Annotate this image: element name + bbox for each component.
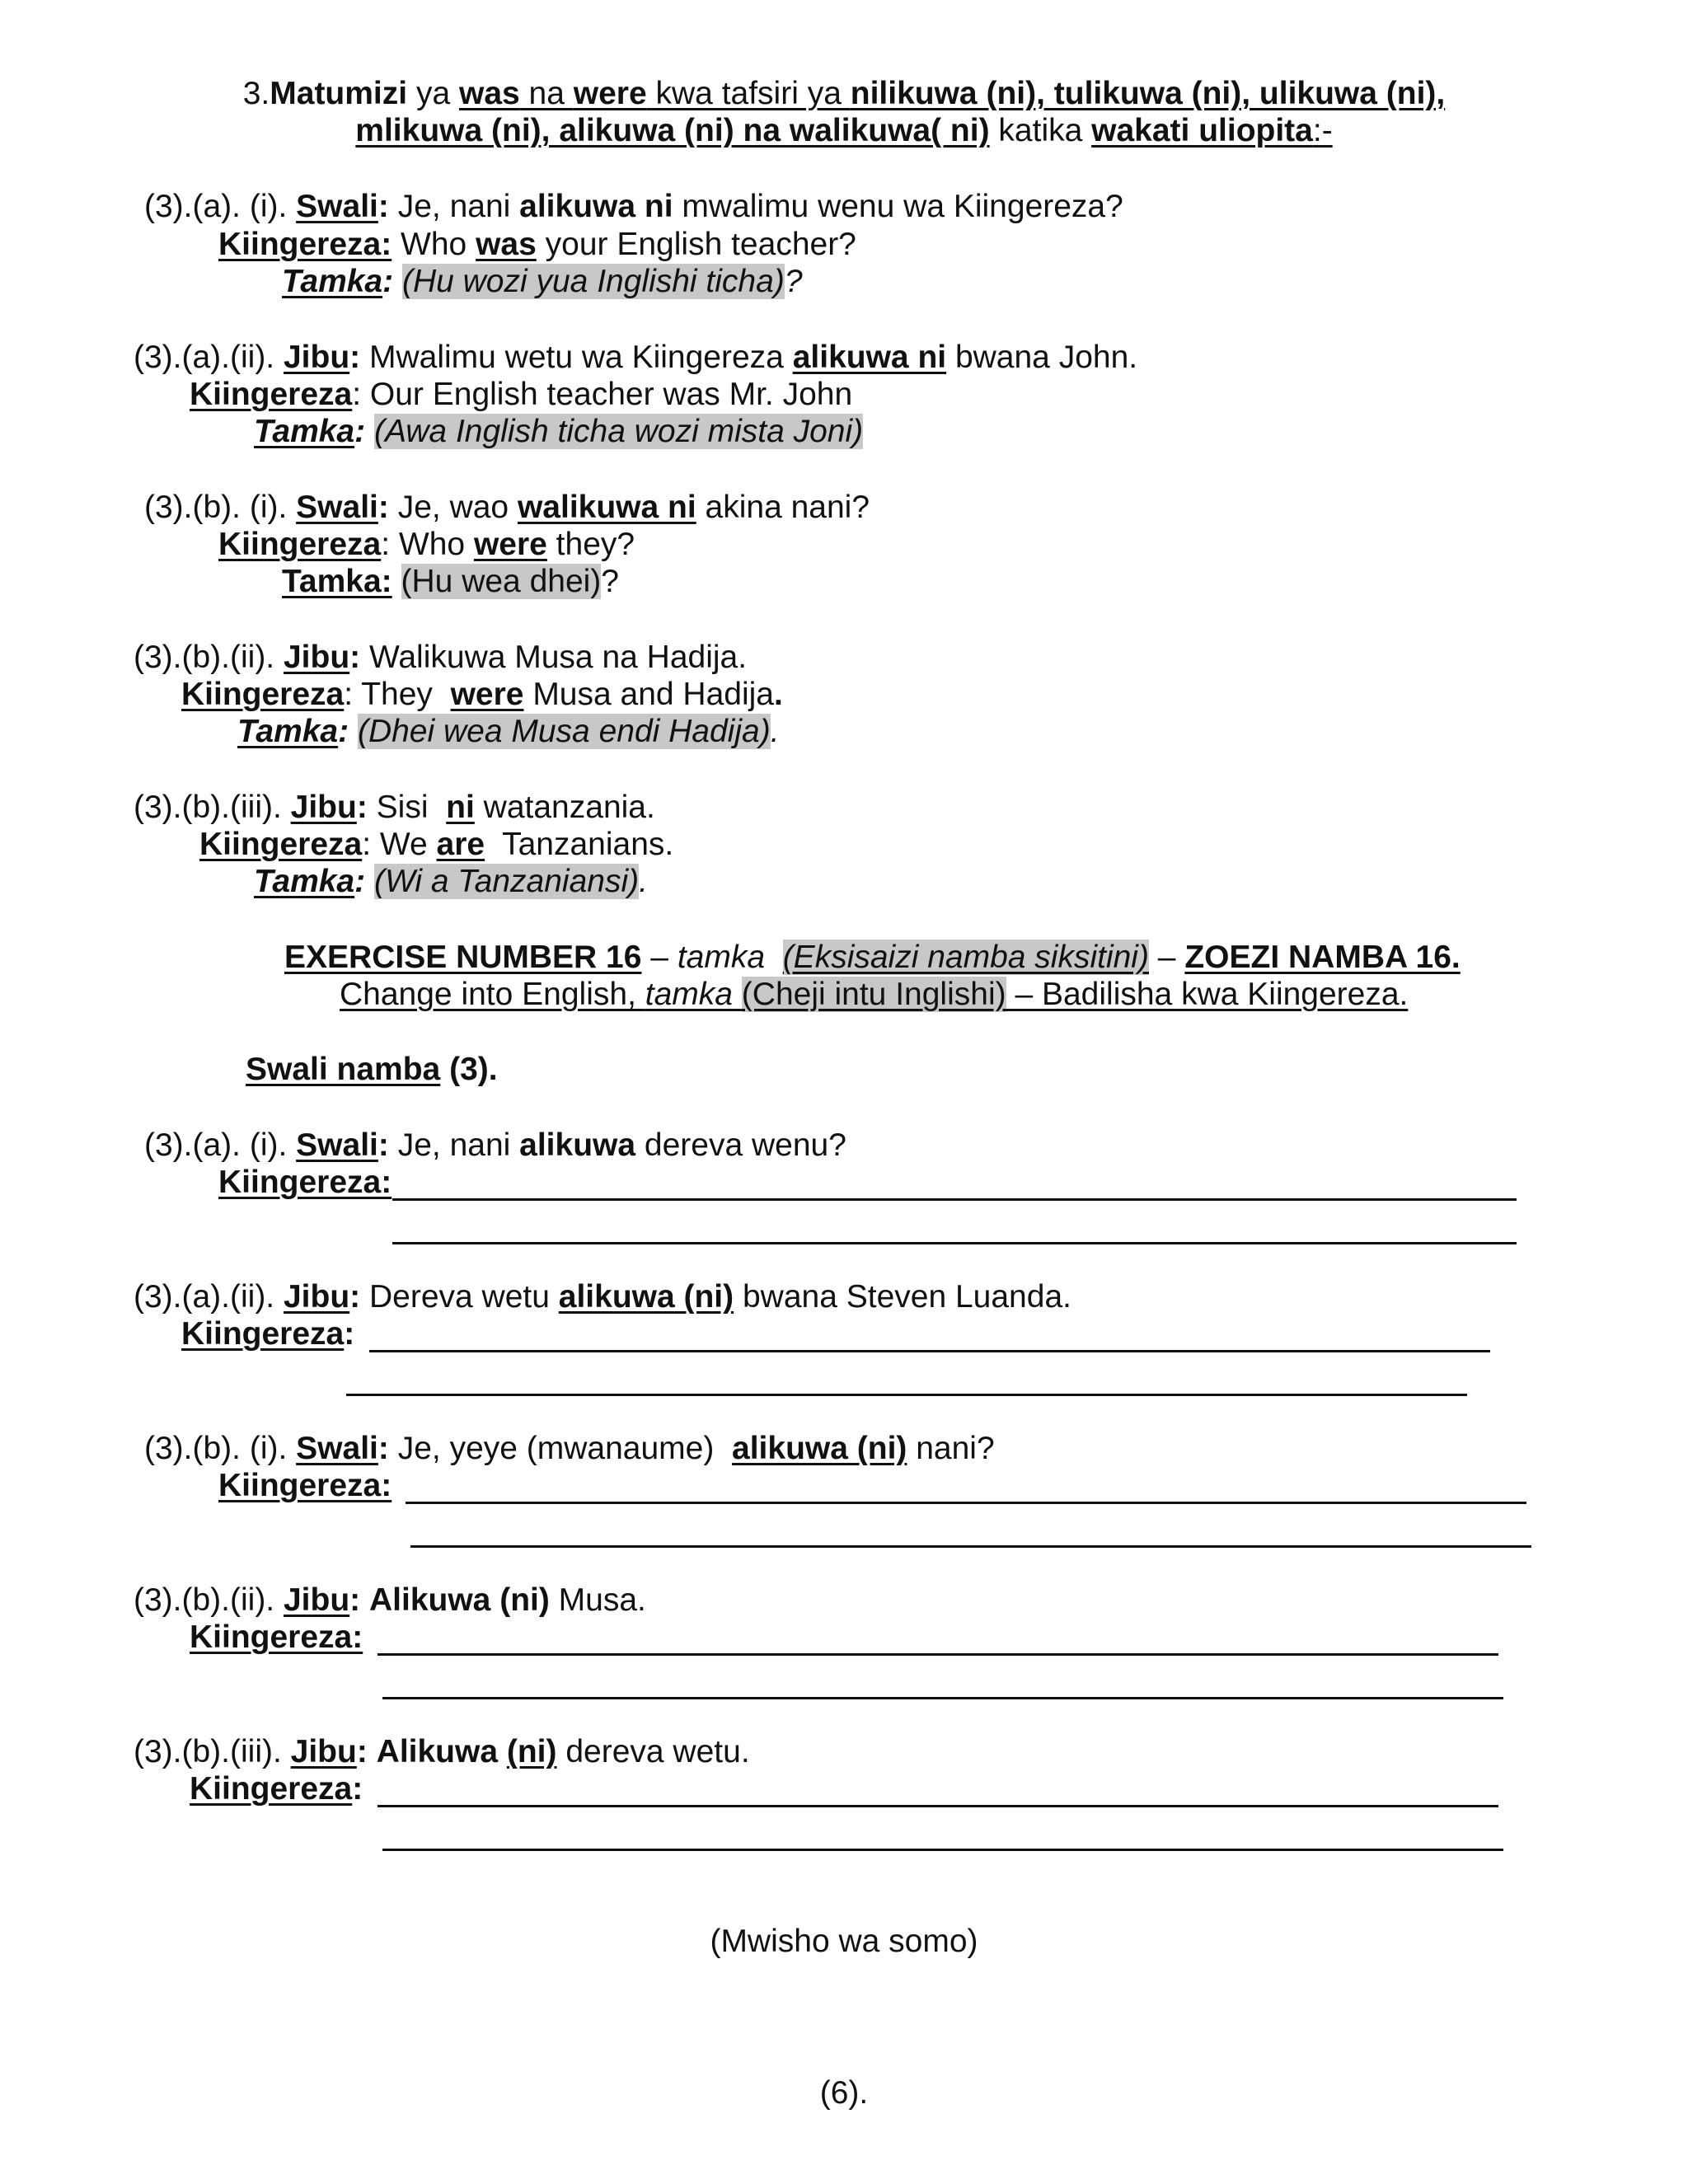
- keyword: alikuwa: [519, 1127, 636, 1163]
- keyword: Alikuwa (ni): [369, 1582, 550, 1618]
- spacer: [392, 564, 401, 599]
- item-number: (3).(b). (i).: [144, 490, 297, 525]
- exercise-number: EXERCISE NUMBER 16: [284, 940, 642, 975]
- exercise-question-line: [144, 1127, 846, 1164]
- pronunciation-text: (Eksisaizi namba siksitini): [782, 940, 1149, 975]
- label-colon: :: [349, 1279, 361, 1315]
- sentence-text: bwana John.: [946, 340, 1138, 375]
- kiingereza-label: Kiingereza: [181, 1316, 345, 1352]
- keyword: alikuwa (ni): [558, 1279, 734, 1315]
- english-translation-line: [190, 377, 852, 413]
- sentence-text: bwana Steven Luanda.: [734, 1279, 1071, 1315]
- heading-text: katika: [989, 113, 1092, 148]
- exercise-answer-line: [134, 1582, 646, 1619]
- answer-blank-line[interactable]: [392, 1242, 1517, 1244]
- example-question-line: [144, 189, 1123, 225]
- jibu-label: Jibu: [283, 1279, 350, 1315]
- page-number: (6).: [819, 2075, 869, 2111]
- label-colon: :: [356, 790, 368, 825]
- kiingereza-label: Kiingereza: [218, 527, 382, 562]
- example-answer-line: [134, 340, 1137, 376]
- question-group-number: (3).: [440, 1052, 498, 1087]
- exercise-instruction: [340, 977, 1408, 1013]
- sentence-text: they?: [546, 527, 635, 562]
- item-number: (3).(a). (i).: [144, 1127, 297, 1163]
- keyword: alikuwa ni: [519, 189, 673, 224]
- keyword: was: [476, 227, 537, 262]
- heading-keyword: was: [458, 76, 520, 111]
- label-colon: :: [377, 1431, 389, 1466]
- punctuation: ?: [784, 264, 803, 299]
- section-heading-line-2: [0, 113, 1688, 149]
- tamka-label: Tamka:: [282, 564, 392, 599]
- sentence-text: nani?: [907, 1431, 995, 1466]
- english-translation-line: [199, 827, 673, 863]
- keyword: walikuwa ni: [517, 490, 696, 525]
- heading-number: 3.: [242, 76, 270, 111]
- pronunciation-text: (Awa Inglish ticha wozi mista Joni): [373, 414, 864, 449]
- heading-forms: nilikuwa (ni), tulikuwa (ni), ulikuwa (ni),: [850, 76, 1446, 111]
- item-number: (3).(a).(ii).: [134, 340, 284, 375]
- pronunciation-line: [254, 414, 863, 450]
- sentence-text: : Our English teacher was Mr. John: [352, 377, 853, 412]
- answer-blank-line[interactable]: [406, 1502, 1526, 1504]
- label-colon: :: [377, 490, 389, 525]
- section-heading-line-1: [0, 76, 1688, 112]
- keyword: Alikuwa: [376, 1734, 507, 1769]
- english-translation-line: [218, 527, 635, 563]
- english-translation-line: [181, 677, 783, 713]
- pronunciation-line: [282, 564, 619, 600]
- keyword: (ni): [506, 1734, 557, 1769]
- sentence-text: dereva wenu?: [635, 1127, 846, 1163]
- label-colon: :: [354, 414, 374, 449]
- tamka-word: tamka: [677, 940, 766, 975]
- jibu-label: Jibu: [283, 1582, 350, 1618]
- heading-text: na: [519, 76, 574, 111]
- label-colon: :: [377, 189, 389, 224]
- heading-text: kwa tafsiri ya: [646, 76, 851, 111]
- kiingereza-label: Kiingereza:: [218, 1165, 392, 1200]
- heading-text: ya: [407, 76, 459, 111]
- sentence-text: Dereva wetu: [360, 1279, 559, 1315]
- answer-blank-line[interactable]: [382, 1697, 1503, 1699]
- heading-keyword: were: [573, 76, 647, 111]
- sentence-text: Je, yeye (mwanaume): [388, 1431, 733, 1466]
- end-of-lesson-text: (Mwisho wa somo): [710, 1924, 978, 1959]
- answer-label-line: [218, 1468, 392, 1504]
- instruction-text: – Badilisha kwa Kiingereza.: [1006, 977, 1409, 1012]
- kiingereza-label: Kiingereza: [190, 1771, 353, 1807]
- kiingereza-label: Kiingereza:: [218, 227, 392, 262]
- answer-blank-line[interactable]: [369, 1350, 1490, 1352]
- pronunciation-text: (Wi a Tanzaniansi): [373, 864, 640, 899]
- kiingereza-label: Kiingereza:: [190, 1619, 363, 1655]
- answer-blank-line[interactable]: [377, 1805, 1498, 1807]
- sentence-text: dereva wetu.: [556, 1734, 750, 1769]
- dash: –: [641, 940, 678, 975]
- answer-label-line: [190, 1619, 363, 1656]
- english-translation-line: [218, 227, 856, 263]
- answer-blank-line[interactable]: [382, 1849, 1503, 1851]
- pronunciation-line: [237, 714, 780, 750]
- sentence-text: Je, nani: [388, 1127, 520, 1163]
- heading-text: :-: [1312, 113, 1333, 148]
- instruction-text: Change into English,: [340, 977, 645, 1012]
- label-colon: :: [354, 864, 374, 899]
- sentence-text: Musa.: [549, 1582, 646, 1618]
- zoezi-number: ZOEZI NAMBA 16.: [1184, 940, 1461, 975]
- label-colon: :: [349, 340, 361, 375]
- label-colon: :: [349, 1582, 361, 1618]
- sentence-text: Mwalimu wetu wa Kiingereza: [360, 340, 793, 375]
- tamka-label: Tamka: [237, 714, 339, 749]
- item-number: (3).(a).(ii).: [134, 1279, 284, 1315]
- heading-forms: mlikuwa (ni), alikuwa (ni) na walikuwa( ni): [355, 113, 990, 148]
- sentence-text: Sisi: [367, 790, 447, 825]
- punctuation: ?: [601, 564, 619, 599]
- question-group-label: [246, 1052, 498, 1088]
- tamka-label: Tamka: [254, 414, 355, 449]
- pronunciation-text: (Hu wea dhei): [401, 564, 602, 599]
- punctuation: .: [639, 864, 648, 899]
- label-colon: :: [356, 1734, 368, 1769]
- keyword: ni: [446, 790, 475, 825]
- jibu-label: Jibu: [283, 340, 350, 375]
- answer-blank-line[interactable]: [377, 1653, 1498, 1656]
- jibu-label: Jibu: [290, 1734, 357, 1769]
- sentence-text: akina nani?: [696, 490, 870, 525]
- spacer: [368, 1734, 377, 1769]
- swali-label: Swali: [296, 1431, 378, 1466]
- tamka-word: tamka: [645, 977, 733, 1012]
- item-number: (3).(b).(iii).: [134, 790, 291, 825]
- example-answer-line: [134, 790, 655, 826]
- item-number: (3).(a). (i).: [144, 189, 297, 224]
- kiingereza-label: Kiingereza: [199, 827, 363, 862]
- pronunciation-line: [254, 864, 648, 900]
- answer-blank-line[interactable]: [346, 1394, 1467, 1396]
- answer-label-line: [218, 1165, 392, 1201]
- keyword: were: [450, 677, 524, 712]
- pronunciation-text: (Hu wozi yua Inglishi ticha): [401, 264, 785, 299]
- sentence-text: mwalimu wenu wa Kiingereza?: [673, 189, 1123, 224]
- label-colon: :: [338, 714, 358, 749]
- answer-blank-line[interactable]: [410, 1545, 1531, 1548]
- kiingereza-label: Kiingereza:: [218, 1468, 392, 1503]
- exercise-title: [284, 940, 1461, 976]
- label-colon: :: [352, 1771, 363, 1807]
- sentence-text: Tanzanians.: [485, 827, 674, 862]
- sentence-text: your English teacher?: [536, 227, 856, 262]
- swali-label: Swali: [296, 490, 378, 525]
- pronunciation-line: [282, 264, 803, 300]
- exercise-answer-line: [134, 1734, 750, 1770]
- keyword: alikuwa ni: [792, 340, 947, 375]
- keyword: are: [436, 827, 485, 862]
- sentence-text: watanzania.: [474, 790, 655, 825]
- item-number: (3).(b). (i).: [144, 1431, 297, 1466]
- label-colon: :: [349, 640, 361, 675]
- sentence-text: : Who: [381, 527, 474, 562]
- kiingereza-label: Kiingereza: [190, 377, 353, 412]
- tamka-label: Tamka: [254, 864, 355, 899]
- jibu-label: Jibu: [290, 790, 357, 825]
- swali-label: Swali: [296, 1127, 378, 1163]
- example-question-line: [144, 490, 870, 526]
- sentence-text: Walikuwa Musa na Hadija.: [360, 640, 748, 675]
- label-colon: :: [377, 1127, 389, 1163]
- answer-label-line: [190, 1771, 363, 1807]
- punctuation: .: [770, 714, 780, 749]
- item-number: (3).(b).(ii).: [134, 1582, 284, 1618]
- sentence-text: Who: [392, 227, 476, 262]
- exercise-question-line: [144, 1431, 995, 1467]
- answer-blank-line[interactable]: [392, 1198, 1517, 1201]
- example-answer-line: [134, 640, 747, 676]
- keyword: alikuwa (ni): [732, 1431, 907, 1466]
- sentence-text: Je, nani: [388, 189, 520, 224]
- answer-label-line: [181, 1316, 354, 1352]
- label-colon: :: [382, 264, 402, 299]
- dash: –: [1148, 940, 1185, 975]
- spacer: [360, 1582, 369, 1618]
- tamka-label: Tamka: [282, 264, 383, 299]
- sentence-text: Musa and Hadija: [523, 677, 774, 712]
- jibu-label: Jibu: [283, 640, 350, 675]
- swali-namba-label: Swali namba: [246, 1052, 441, 1087]
- item-number: (3).(b).(iii).: [134, 1734, 291, 1769]
- sentence-text: : They: [344, 677, 451, 712]
- pronunciation-text: (Cheji intu Inglishi): [741, 977, 1006, 1012]
- exercise-answer-line: [134, 1279, 1071, 1315]
- pronunciation-text: (Dhei wea Musa endi Hadija): [357, 714, 771, 749]
- spacer: [733, 977, 742, 1012]
- heading-keyword: wakati uliopita: [1091, 113, 1313, 148]
- spacer: [765, 940, 783, 975]
- punctuation: .: [774, 677, 783, 712]
- heading-word: Matumizi: [270, 76, 408, 111]
- keyword: were: [473, 527, 547, 562]
- sentence-text: : We: [362, 827, 437, 862]
- sentence-text: Je, wao: [388, 490, 518, 525]
- kiingereza-label: Kiingereza: [181, 677, 345, 712]
- label-colon: :: [344, 1316, 355, 1352]
- item-number: (3).(b).(ii).: [134, 640, 284, 675]
- swali-label: Swali: [296, 189, 378, 224]
